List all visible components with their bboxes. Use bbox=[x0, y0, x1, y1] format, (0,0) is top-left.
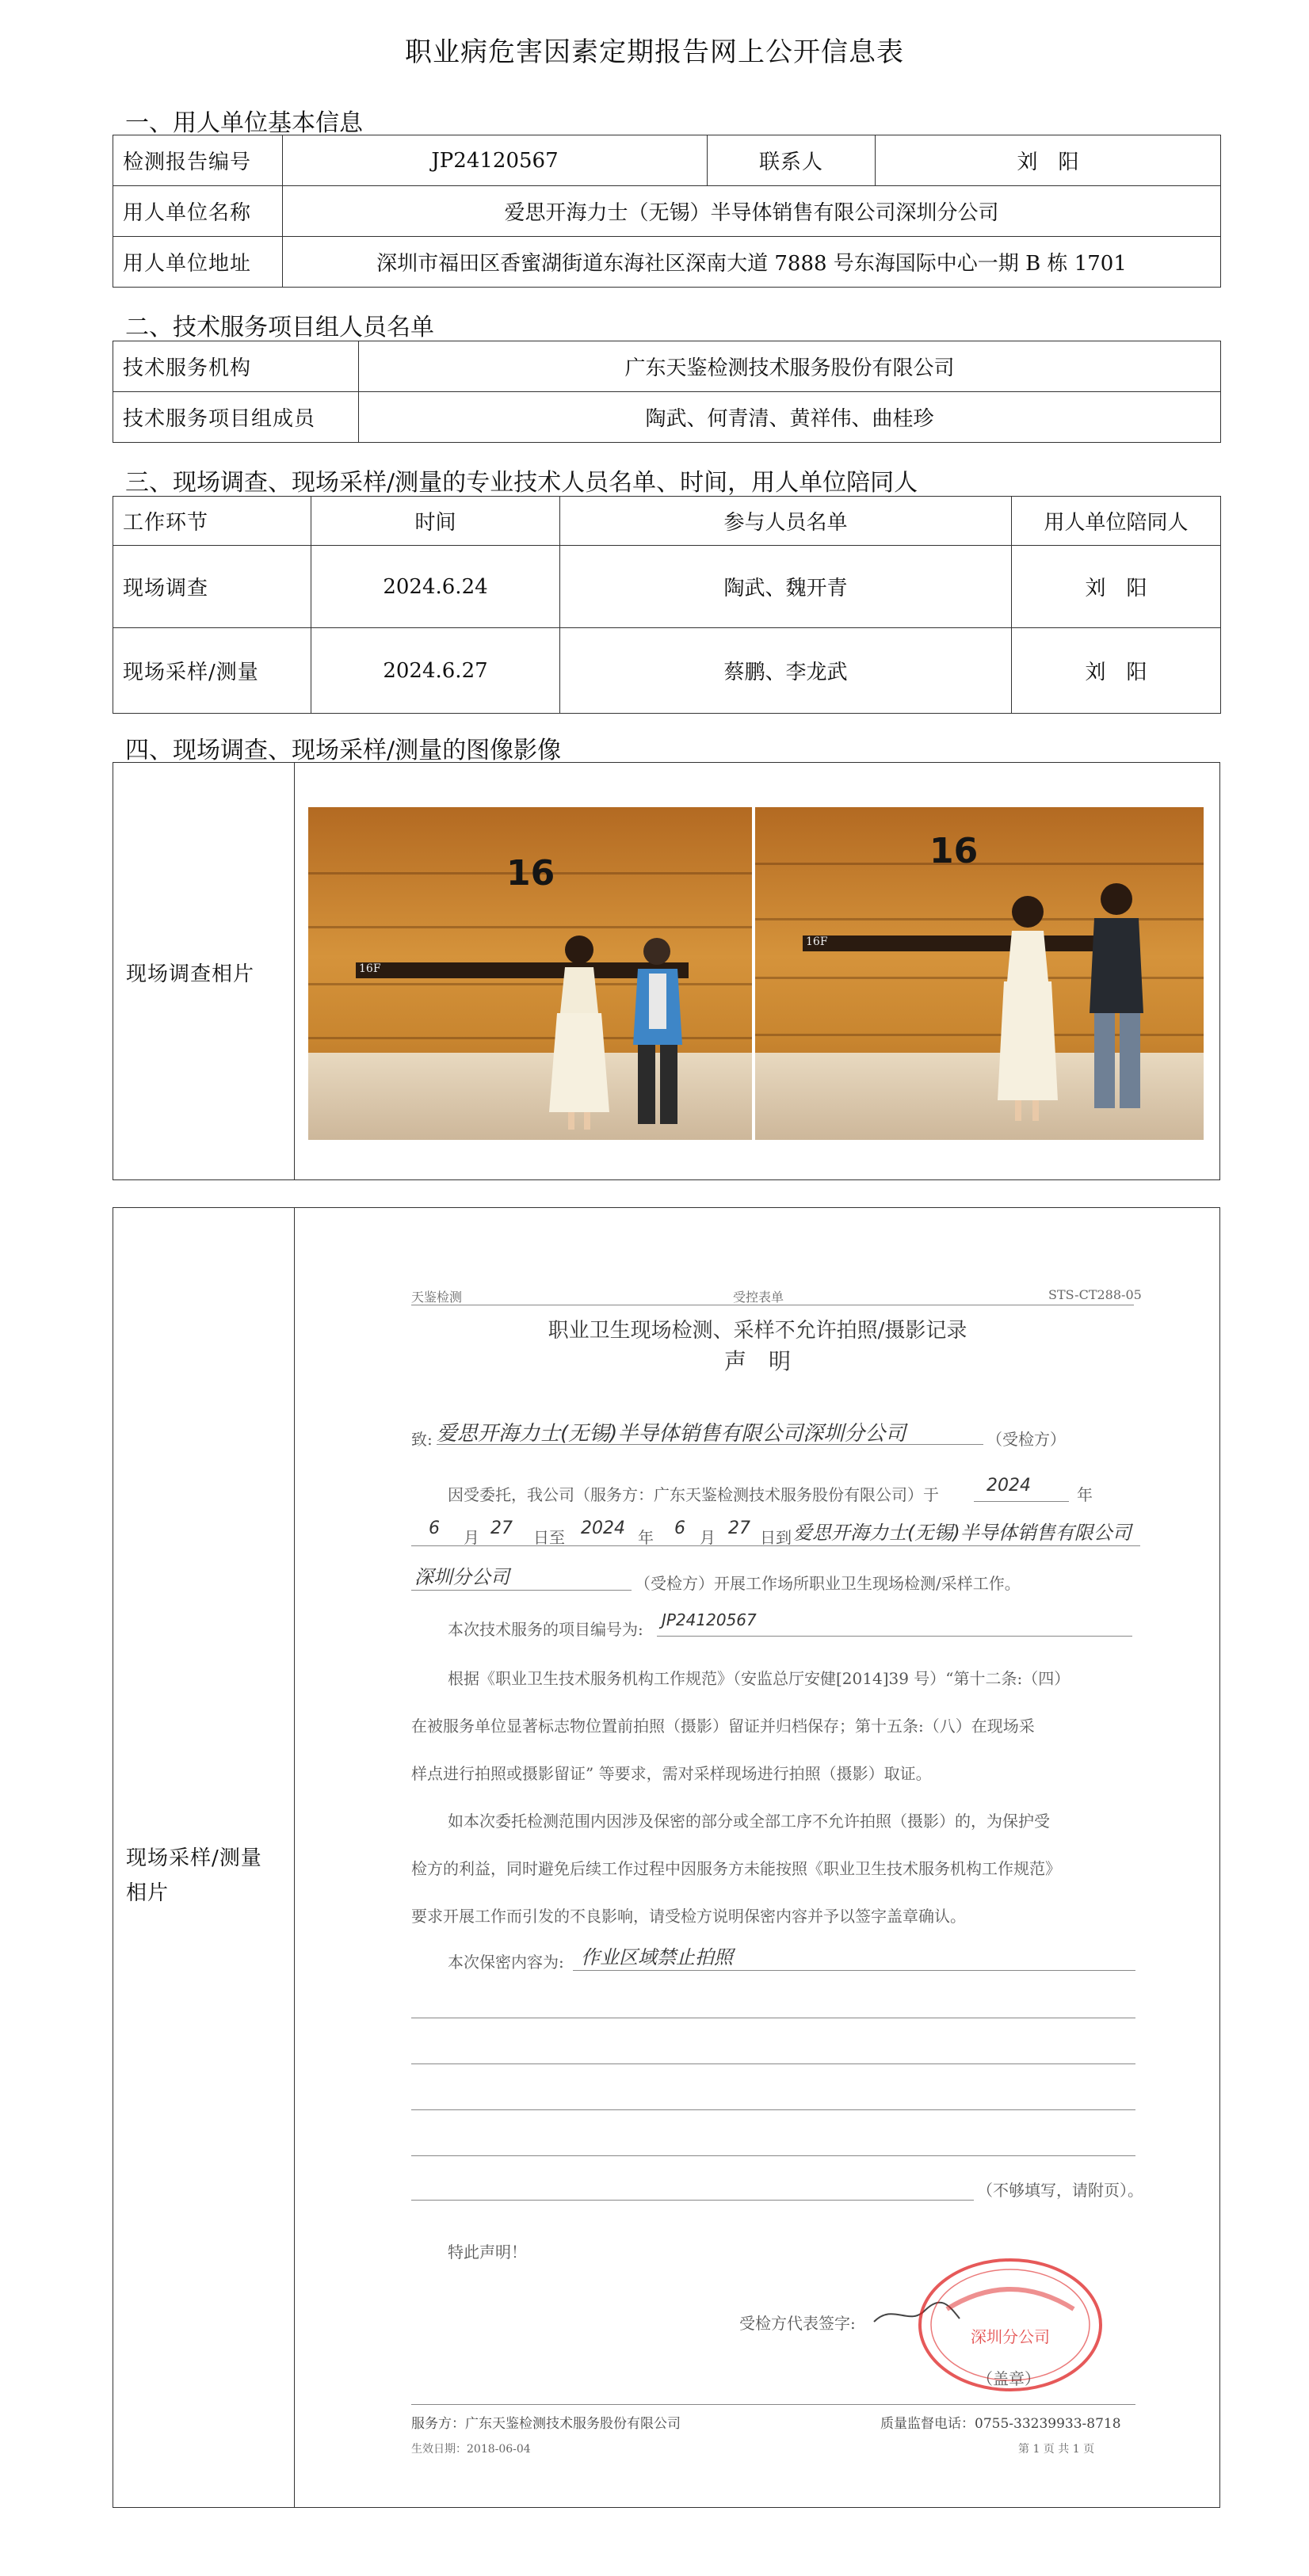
section-2-heading: 二、技术服务项目组人员名单 bbox=[125, 314, 434, 341]
people-figures bbox=[977, 871, 1167, 1140]
survey-photos-panel bbox=[113, 762, 1220, 1180]
handwritten-confidential: 作业区域禁止拍照 bbox=[581, 1946, 733, 1968]
table-row-staff: 蔡鹏、李龙武 bbox=[560, 628, 1012, 714]
schedule-table bbox=[113, 496, 1221, 714]
people-figures bbox=[546, 926, 704, 1140]
section-3-heading: 三、现场调查、现场采样/测量的专业技术人员名单、时间，用人单位陪同人 bbox=[125, 469, 918, 497]
survey-photo-1: 16 16F bbox=[308, 807, 752, 1140]
table-row-escort: 刘 阳 bbox=[1012, 628, 1221, 714]
col-stage: 工作环节 bbox=[113, 497, 311, 546]
table-row-date: 2024.6.24 bbox=[311, 546, 560, 628]
company-value: 爱思开海力士（无锡）半导体销售有限公司深圳分公司 bbox=[283, 186, 1221, 237]
survey-photo-2: 16 16F bbox=[755, 807, 1204, 1140]
statement-title: 职业卫生现场检测、采样不允许拍照/摄影记录 bbox=[548, 1319, 967, 1343]
address-value: 深圳市福田区香蜜湖街道东海社区深南大道 7888 号东海国际中心一期 B 栋 1701 bbox=[283, 237, 1221, 288]
col-staff: 参与人员名单 bbox=[560, 497, 1012, 546]
statement-document: 天鉴检测 受控表单 STS-CT288-05 职业卫生现场检测、采样不允许拍照/摄影记录 声 明 致: 爱思开海力士(无锡)半导体销售有限公司深圳分公司 （受检方） 因受委托，我公司（服务方：广东天鉴检测技术服务股份有限公司）于 2024 年 6 月 27 日至 2024 年 6 月 27 日到 爱思开海力士(无锡)半导体销售有限公司 深圳分公司 （受检方）开展工作场所职业卫生现场检测/采样工作。 本次技术服务的项目编号为: JP24120567 根据《职业卫生技术服务机构工作规范》（安监总厅安健[2014]39 号）“第十二条:（四） 在被服务单位显著标志物位置前拍照（摄影）留证并归档保存；第十五条:（八）在现场采 样点进行拍照或摄影留证” 等要求，需对采样现场进行拍照（摄影）取证。 如本次委托检测范围内因涉及保密的部分或全部工序不允许拍照（摄影）的，为保护受 检方的利益，同时避免后续工作过程中因服务方未能按照《职业卫生技术服务机构工作规范》 要求开展工作而引发的不良影响，请受检方说明保密内容并予以签字盖章确认。 本次保密内容为: 作业区域禁止拍照 （不够填写，请附页）。 特此声明！ 受检方代表签字: （盖章） 深圳分公司 服务方：广东天鉴检测技术服务股份有限公司 质量监督电话：0755-33239933-8718 生效日期：2018-06-04 第 1 页 共 1 页 bbox=[296, 1208, 1219, 2507]
org-value: 广东天鉴检测技术服务股份有限公司 bbox=[359, 341, 1221, 392]
report-no-value: JP24120567 bbox=[283, 135, 708, 186]
company-label: 用人单位名称 bbox=[113, 186, 283, 237]
page-title: 职业病危害因素定期报告网上公开信息表 bbox=[405, 36, 904, 68]
table-row-stage: 现场采样/测量 bbox=[113, 628, 311, 714]
company-stamp bbox=[915, 2254, 1105, 2396]
table-row-escort: 刘 阳 bbox=[1012, 546, 1221, 628]
org-label: 技术服务机构 bbox=[113, 341, 359, 392]
members-label: 技术服务项目组成员 bbox=[113, 392, 359, 443]
survey-photos-label: 现场调查相片 bbox=[126, 962, 255, 986]
team-table bbox=[113, 341, 1221, 443]
table-row-date: 2024.6.27 bbox=[311, 628, 560, 714]
address-label: 用人单位地址 bbox=[113, 237, 283, 288]
statement-subtitle: 声 明 bbox=[723, 1348, 791, 1374]
svg-text:深圳分公司: 深圳分公司 bbox=[971, 2327, 1050, 2346]
sampling-photos-label: 现场采样/测量 bbox=[126, 1846, 262, 1870]
contact-label: 联系人 bbox=[708, 135, 876, 186]
table-row-staff: 陶武、魏开青 bbox=[560, 546, 1012, 628]
section-1-heading: 一、用人单位基本信息 bbox=[125, 109, 363, 137]
section-4-heading: 四、现场调查、现场采样/测量的图像影像 bbox=[125, 737, 562, 764]
signature-label: 受检方代表签字: bbox=[739, 2314, 856, 2333]
basic-info-table bbox=[113, 135, 1221, 288]
sampling-photos-panel bbox=[113, 1207, 1220, 2508]
col-escort: 用人单位陪同人 bbox=[1012, 497, 1221, 546]
sampling-photos-label-2: 相片 bbox=[126, 1881, 170, 1905]
report-no-label: 检测报告编号 bbox=[113, 135, 283, 186]
col-date: 时间 bbox=[311, 497, 560, 546]
table-row-stage: 现场调查 bbox=[113, 546, 311, 628]
contact-value: 刘 阳 bbox=[876, 135, 1221, 186]
handwritten-project-no: JP24120567 bbox=[662, 1610, 757, 1629]
handwritten-company: 爱思开海力士(无锡)半导体销售有限公司深圳分公司 bbox=[437, 1422, 906, 1446]
members-value: 陶武、何青清、黄祥伟、曲桂珍 bbox=[359, 392, 1221, 443]
